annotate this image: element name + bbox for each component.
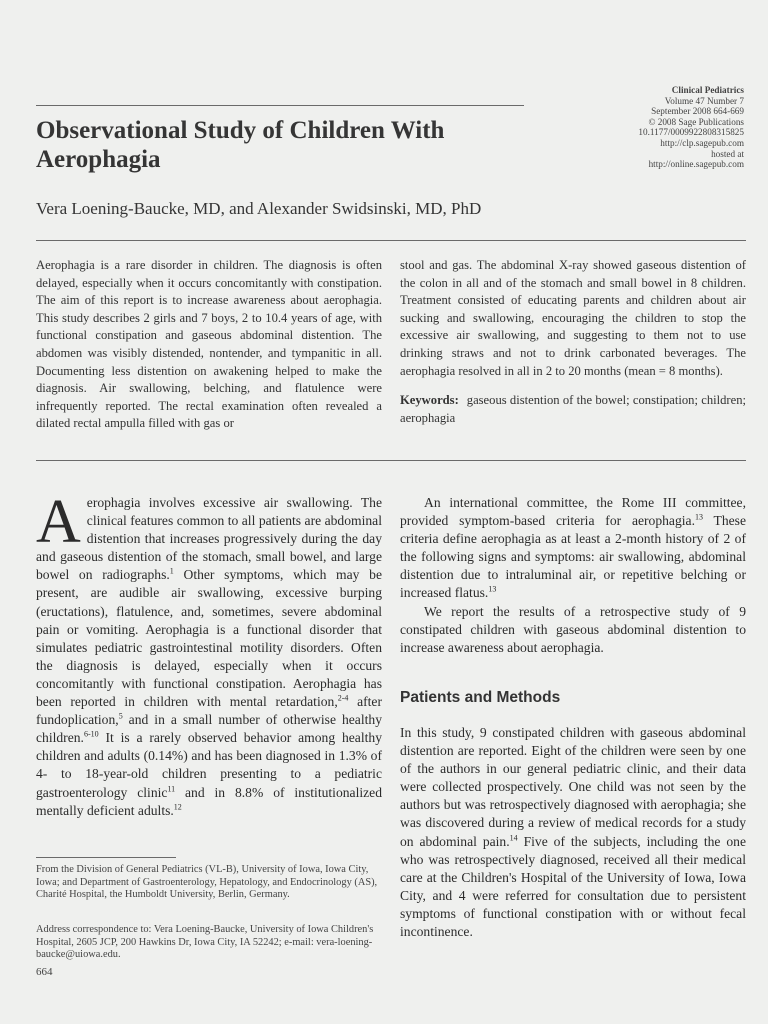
abstract-left-column: Aerophagia is a rare disorder in children. The diagnosis is often delayed, especially when it occurs concomitantly with constipation. The aim of this report is to increase awareness about aerophagia. This study describes 2 girls and 7 boys, 2 to 10.4 years of age, with functional constipation and gaseous abdominal distention. The abdomen was visibly distended, nontender, and tympanitic in all. Documenting less distention on awakening helped to make the diagnosis. Air swallowing, belching, and flatulence were infrequently reported. The rectal examination often revealed a dilated rectal ampulla filled with gas or — [36, 258, 382, 431]
keywords-text: gaseous distention of the bowel; constipation; children; aerophagia — [400, 393, 746, 425]
page-number: 664 — [36, 966, 53, 978]
affiliation-footnote: From the Division of General Pediatrics (VL-B), University of Iowa, Iowa City, Iowa; and Department of Gastroenterology, Hepatology, and Endocrinology (AS), Charité Hospital, the Humboldt University, Berlin, Germany. — [36, 864, 378, 901]
abstract-right-text: stool and gas. The abdominal X-ray showed gaseous distention of the colon in all and of the stomach and small bowel in 8 children. Treatment consisted of educating parents and children about air sucking and swallowing, encouraging the children to stop the excessive air swallowing, and suggesting to them not to use drinking straws and not to drink carbonated beverages. The aerophagia resolved in all in 2 to 20 months (mean = 8 months). — [400, 258, 746, 378]
citation: 2-4 — [337, 693, 349, 703]
journal-citation-block — [504, 85, 744, 170]
citation: 14 — [509, 833, 518, 843]
body-right-column — [400, 494, 746, 657]
article-title: Observational Study of Children With Aerophagia — [36, 117, 445, 173]
abstract-right-column — [400, 257, 746, 427]
drop-cap: A — [36, 488, 81, 556]
footnote-rule — [36, 857, 176, 858]
journal-volume: Volume 47 Number 7 — [664, 95, 744, 106]
body-left-column — [36, 488, 382, 820]
section-heading: Patients and Methods — [400, 689, 561, 706]
journal-hosted-label: hosted at — [711, 148, 744, 159]
journal-url[interactable]: http://clp.sagepub.com — [660, 137, 744, 148]
journal-date-pages: September 2008 664-669 — [651, 106, 744, 117]
citation: 13 — [694, 512, 703, 522]
citation: 12 — [173, 802, 182, 812]
citation: 6-10 — [83, 729, 99, 739]
keywords-label: Keywords: — [400, 393, 459, 408]
journal-name: Clinical Pediatrics — [671, 85, 744, 95]
methods-paragraph: In this study, 9 constipated children with gaseous abdominal distention are reported. Eight of the children were seen by one of the authors in our general pediatric clinic, and their data were collected prospectively. One child was not seen by the authors but was retrospectively diagnosed with aerophagia; she was discovered during a review of medical records for a study on abdominal pain.$^{14}$ Five of the subjects, including the one who was retrospectively diagnosed, received all their medical care at the Children's Hospital of the University of Iowa, Iowa City, and 4 were referred for consultation due to persistent symptoms of functional constipation with or without fecal incontinence. — [400, 725, 746, 940]
abstract-top-rule — [36, 240, 746, 241]
rome-paragraph: An international committee, the Rome III committee, provided symptom-based criteria for aerophagia.$^{13}$ These criteria define aerophagia as at least a 2-month history of 2 of the following signs and symptoms: air swallowing, abdominal distention due to intraluminal air, or repetitive belching or increased flatus.$^{13}$ — [400, 495, 746, 601]
journal-doi: 10.1177/0009922808315825 — [638, 127, 744, 138]
citation: 13 — [488, 584, 497, 594]
keywords — [400, 392, 746, 427]
journal-online-url[interactable]: http://online.sagepub.com — [648, 159, 744, 170]
citation: 5 — [118, 711, 123, 721]
intro-paragraph: Aerophagia involves excessive air swallowing. The clinical features common to all patients are abdominal distention that increases progressively during the day and gaseous distention of the stomach, small bowel, and large bowel on radiographs.$^1$ Other symptoms, which may be present, are audible air swallowing, excessive burping (eructations), flatulence, and, sometimes, severe abdominal pain or vomiting. Aerophagia is a functional disorder that simulates pediatric gastrointestinal motility disorders. Often the diagnosis is delayed, especially when it occurs concomitantly with functional constipation. Aerophagia has been reported in children with mental retardation,$^{2-4}$ after fundoplication,$^5$ and in a small number of otherwise healthy children.$^{6-10}$ It is a rarely observed behavior among healthy children and adults (0.14%) and has been diagnosed in 1.3% of 4- to 18-year-old children presenting to a pediatric gastroenterology clinic$^{11}$ and in 8.8% of institutionalized mentally deficient adults.$^{12}$ — [36, 488, 382, 818]
report-paragraph: We report the results of a retrospective study of 9 constipated children with gaseous abdominal distention to increase awareness about aerophagia. — [400, 603, 746, 655]
correspondence-footnote: Address correspondence to: Vera Loening-Baucke, University of Iowa Children's Hospital, 2605 JCP, 200 Hawkins Dr, Iowa City, IA 52242; e-mail: vera-loening-baucke@uiowa.edu. — [36, 924, 374, 961]
journal-copyright: © 2008 Sage Publications — [648, 116, 744, 127]
citation: 1 — [169, 566, 174, 576]
header-rule — [36, 105, 524, 106]
abstract-bottom-rule — [36, 460, 746, 461]
article-authors: Vera Loening-Baucke, MD, and Alexander Swidsinski, MD, PhD — [36, 199, 482, 218]
citation: 11 — [167, 783, 176, 793]
